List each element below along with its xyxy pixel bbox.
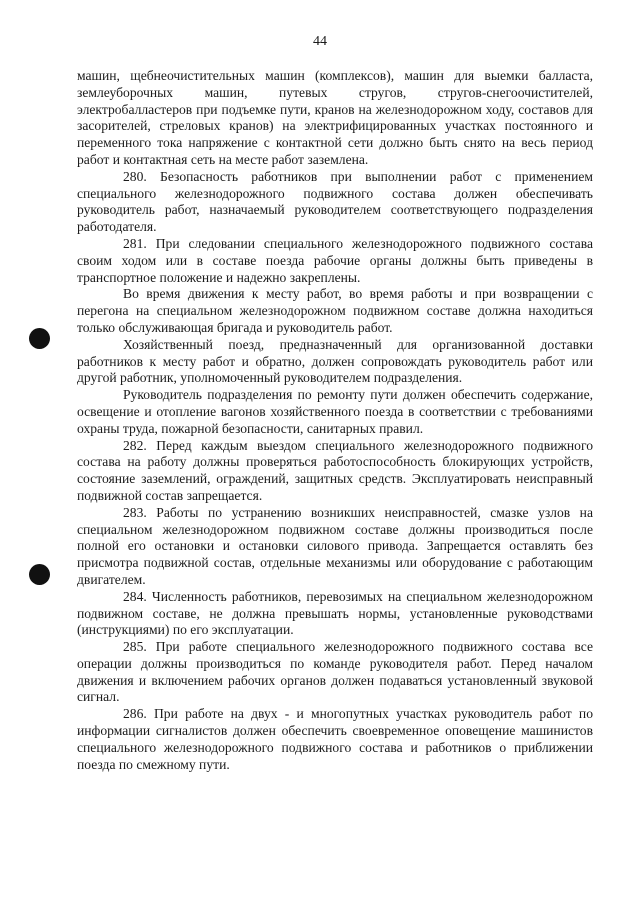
paragraph-continuation: машин, щебнеочистительных машин (комплексов), машин для выемки балласта, землеуборочных машин, путевых стругов, стругов-снегоочистителей, электробалластеров при подъемке пути, кранов на железнодорожном ходу, составов для засорителей, стреловых кранов) на электрифицированных участках постоянного и переменного тока напряжение с контактной сети должно быть снято на весь период работ и контактная сеть на месте работ заземлена. xyxy=(77,68,593,167)
paragraph-281-movement: Во время движения к месту работ, во время работы и при возвращении с перегона на специальном железнодорожном подвижном составе должна находиться только обслуживающая бригада и руководитель работ. xyxy=(77,286,593,335)
paragraph-283: 283. Работы по устранению возникших неисправностей, смазке узлов на специальном железнодорожном подвижном составе должны производиться после полной его остановки и остановки силового привода. Запрещается оставлять без присмотра подвижной состав, отдельные механизмы или оборудование с работающим двигателем. xyxy=(77,504,593,587)
paragraph-281-head: Руководитель подразделения по ремонту пути должен обеспечить содержание, освещение и отопление вагонов хозяйственного поезда в соответствии с требованиями охраны труда, пожарной безопасности, санитарных правил. xyxy=(77,387,593,436)
paragraph-281: 281. При следовании специального железнодорожного подвижного состава своим ходом или в составе поезда рабочие органы должны быть приведены в транспортное положение и надежно закреплены. xyxy=(77,235,593,285)
punch-hole-mark xyxy=(29,328,50,349)
page-number: 44 xyxy=(313,34,327,49)
paragraph-284: 284. Численность работников, перевозимых на специальном железнодорожном подвижном составе, не должна превышать нормы, установленные руководствами (инструкциями) по его эксплуатации. xyxy=(77,588,593,638)
paragraph-286: 286. При работе на двух - и многопутных участках руководитель работ по информации сигналистов должен обеспечить своевременное оповещение машинистов специального железнодорожного подвижного состава и работников о приближении поезда по смежному пути. xyxy=(77,706,593,772)
punch-hole-mark xyxy=(29,564,50,585)
paragraph-282: 282. Перед каждым выездом специального железнодорожного подвижного состава на работу должны проверяться работоспособность блокирующих устройств, состояние заземлений, ограждений, защитных средств. Эксплуатировать неисправный подвижной состав запрещается. xyxy=(77,437,593,503)
paragraph-281-utility-train: Хозяйственный поезд, предназначенный для организованной доставки работников к месту работ и обратно, должен сопровождать руководитель работ или другой работник, уполномоченный руководителем подразделения. xyxy=(77,336,593,386)
paragraph-285: 285. При работе специального железнодорожного подвижного состава все операции должны производиться по команде руководителя работ. Перед началом движения и включением рабочих органов должен подаваться установленный звуковой сигнал. xyxy=(77,639,593,705)
document-body xyxy=(77,68,593,773)
paragraph-280: 280. Безопасность работников при выполнении работ с применением специального железнодорожного подвижного состава должен обеспечивать руководитель работ, назначаемый руководителем соответствующего подразделения работодателя. xyxy=(77,168,593,235)
